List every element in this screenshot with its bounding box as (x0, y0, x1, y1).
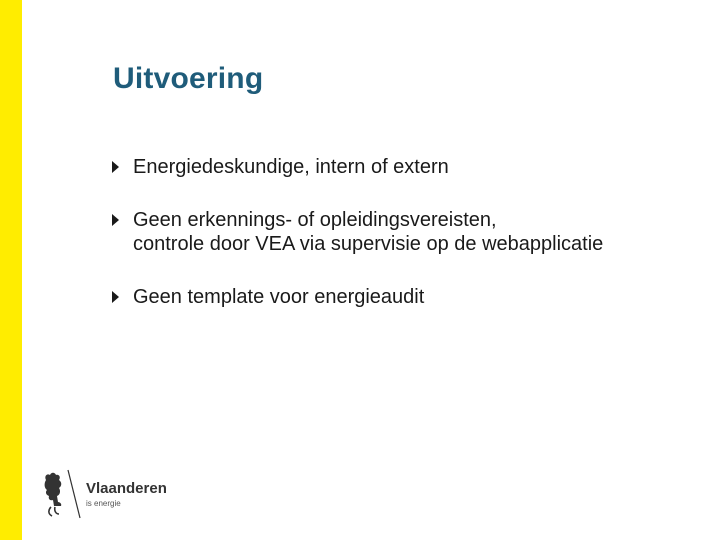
bullet-text: Energiedeskundige, intern of extern (133, 156, 449, 178)
slide-title: Uitvoering (113, 62, 264, 95)
bullet-item (112, 285, 692, 309)
bullet-text-continuation: controle door VEA via supervisie op de webapplicatie (133, 233, 604, 255)
bullet-list (112, 155, 692, 338)
bullet-text: Geen template voor energieaudit (133, 286, 425, 308)
bullet-text: Geen erkennings- of opleidingsvereisten, (133, 209, 497, 231)
triangle-bullet-icon (112, 291, 119, 303)
triangle-bullet-icon (112, 161, 119, 173)
flemish-lion-icon (38, 466, 82, 522)
logo-name: Vlaanderen (86, 480, 167, 497)
logo-tagline: is energie (86, 499, 121, 508)
triangle-bullet-icon (112, 214, 119, 226)
bullet-item (112, 208, 692, 256)
bullet-item (112, 155, 692, 179)
vlaanderen-logo (38, 466, 178, 522)
yellow-accent-bar (0, 0, 22, 540)
